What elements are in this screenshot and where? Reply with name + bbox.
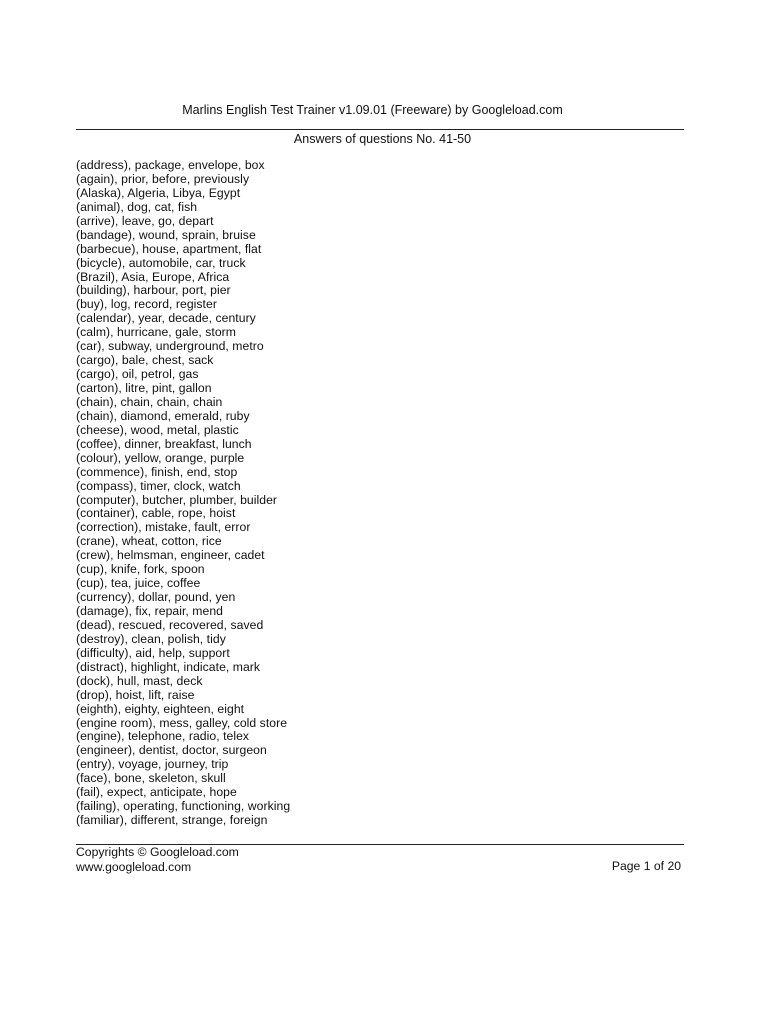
answer-line: (failing), operating, functioning, working	[76, 799, 291, 814]
answer-line: (cup), tea, juice, coffee	[76, 576, 201, 591]
answer-line: (destroy), clean, polish, tidy	[76, 631, 226, 646]
answer-line: (chain), diamond, emerald, ruby	[76, 408, 250, 423]
website-text: www.googleload.com	[76, 859, 192, 874]
answer-line: (animal), dog, cat, fish	[76, 199, 198, 214]
answer-line: (buy), log, record, register	[76, 297, 217, 312]
answer-list	[76, 159, 290, 828]
answer-line: (compass), timer, clock, watch	[76, 478, 241, 493]
answer-line: (correction), mistake, fault, error	[76, 520, 251, 535]
answer-line: (coffee), dinner, breakfast, lunch	[76, 436, 252, 451]
answer-line: (address), package, envelope, box	[76, 158, 265, 172]
answer-line: (entry), voyage, journey, trip	[76, 757, 229, 772]
page-subtitle: Answers of questions No. 41-50	[293, 132, 472, 146]
footer	[76, 845, 239, 874]
answer-line: (chain), chain, chain, chain	[76, 394, 223, 409]
answer-line: (engine room), mess, galley, cold store	[76, 715, 288, 730]
answer-line: (colour), yellow, orange, purple	[76, 450, 245, 465]
answer-line: (Alaska), Algeria, Libya, Egypt	[76, 185, 241, 200]
answer-line: (difficulty), aid, help, support	[76, 645, 230, 660]
answer-line: (drop), hoist, lift, raise	[76, 687, 195, 702]
answer-line: (fail), expect, anticipate, hope	[76, 785, 237, 800]
answer-line: (bicycle), automobile, car, truck	[76, 255, 246, 270]
page-number: Page 1 of 20	[611, 859, 681, 873]
answer-line: (crew), helmsman, engineer, cadet	[76, 548, 265, 563]
answer-line: (arrive), leave, go, depart	[76, 213, 214, 228]
answer-line: (car), subway, underground, metro	[76, 339, 264, 354]
header-divider	[76, 129, 684, 130]
answer-line: (damage), fix, repair, mend	[76, 604, 223, 618]
answer-line: (again), prior, before, previously	[76, 171, 250, 186]
answer-line: (dock), hull, mast, deck	[76, 673, 203, 688]
answer-line: (distract), highlight, indicate, mark	[76, 659, 261, 674]
answer-line: (eighth), eighty, eighteen, eight	[76, 701, 245, 716]
answer-line: (dead), rescued, recovered, saved	[76, 617, 264, 632]
answer-line: (calm), hurricane, gale, storm	[76, 325, 236, 340]
answer-line: (barbecue), house, apartment, flat	[76, 241, 262, 256]
answer-line: (Brazil), Asia, Europe, Africa	[76, 269, 230, 284]
page-title: Marlins English Test Trainer v1.09.01 (Freeware) by Googleload.com	[182, 103, 563, 117]
answer-line: (computer), butcher, plumber, builder	[76, 492, 278, 507]
answer-line: (carton), litre, pint, gallon	[76, 381, 212, 395]
copyright-text: Copyrights © Googleload.com	[76, 845, 239, 859]
answer-line: (calendar), year, decade, century	[76, 311, 256, 326]
answer-line: (crane), wheat, cotton, rice	[76, 534, 222, 549]
answer-line: (cargo), bale, chest, sack	[76, 353, 214, 368]
answer-line: (engineer), dentist, doctor, surgeon	[76, 743, 267, 758]
answer-line: (cup), knife, fork, spoon	[76, 562, 205, 577]
answer-line: (face), bone, skeleton, skull	[76, 771, 226, 786]
answer-line: (currency), dollar, pound, yen	[76, 590, 236, 605]
answer-line: (cheese), wood, metal, plastic	[76, 422, 239, 437]
answer-line: (engine), telephone, radio, telex	[76, 729, 250, 744]
answer-line: (familiar), different, strange, foreign	[76, 813, 268, 828]
answer-line: (commence), finish, end, stop	[76, 464, 238, 479]
answer-line: (container), cable, rope, hoist	[76, 506, 236, 521]
answer-line: (cargo), oil, petrol, gas	[76, 367, 199, 382]
answer-line: (building), harbour, port, pier	[76, 283, 231, 298]
answer-line: (bandage), wound, sprain, bruise	[76, 227, 256, 242]
